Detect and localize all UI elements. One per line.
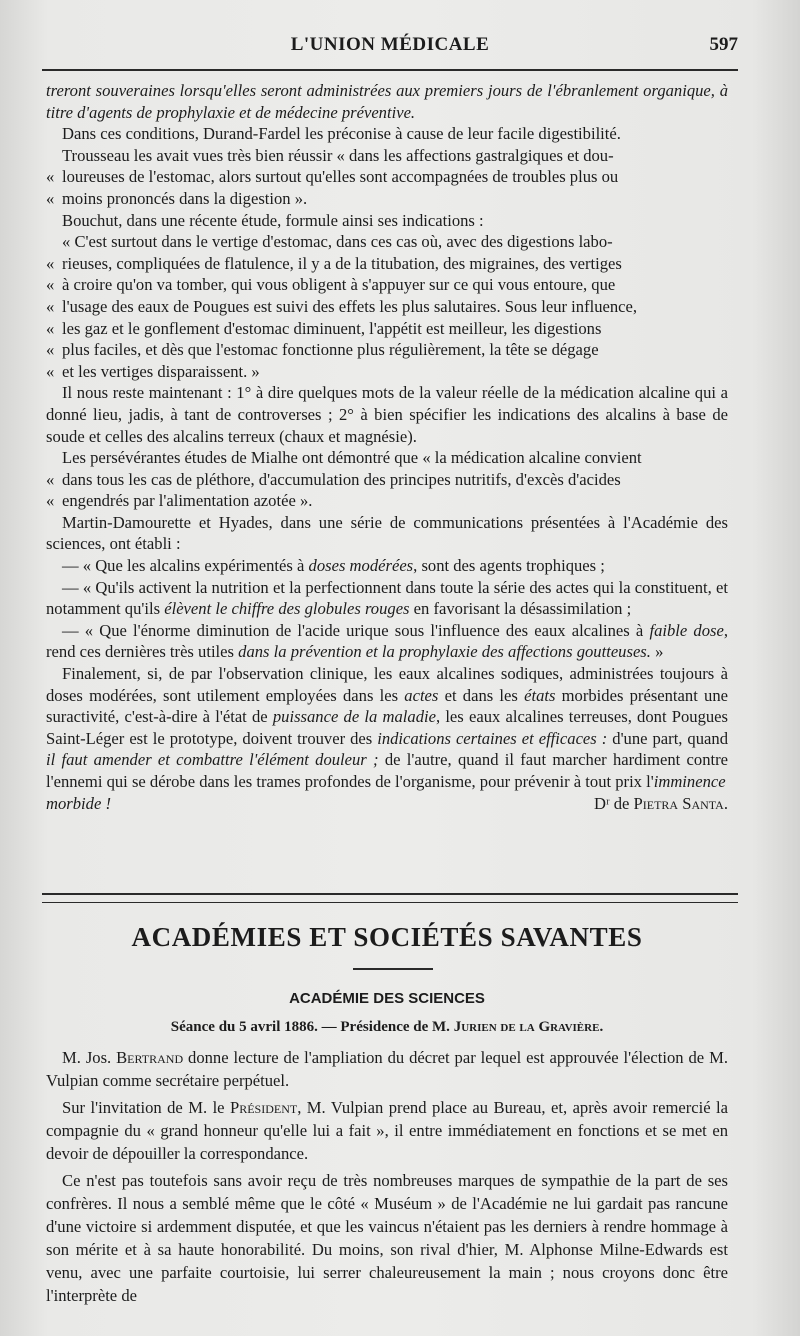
minutes-paragraph: Ce n'est pas toutefois sans avoir reçu de très nombreuses marques de sympathie de la part de ses confrères. Il nous a semblé même que le côté « Muséum » de l'Académie ne lui gardait pas rancune d'une victoire si ardemment disputée, et que les vaincus n'étaient pas les derniers à rendre hommage à son mérite et à sa haute honorabilité. Du moins, son rival d'hier, M. Alphonse Milne-Edwards est venu, avec une parfaite courtoisie, lui serrer chaleureusement la main ; nous croyons donc être l'interprète de — [46, 1171, 728, 1305]
paragraph-martin-damourette: Martin-Damourette et Hyades, dans une série de communications présentées à l'Académie des sciences, ont établi : — [46, 512, 728, 554]
quote-line: « l'usage des eaux de Pougues est suivi des effets les plus salutaires. Sous leur influence, — [46, 296, 638, 316]
closing-word: morbide ! — [46, 793, 111, 813]
title-underline — [353, 968, 433, 970]
minutes-paragraph: M. Jos. Bertrand donne lecture de l'ampliation du décret par lequel est approuvée l'élection de M. Vulpian comme secrétaire perpétuel. — [46, 1048, 728, 1090]
quote-line: « engendrés par l'alimentation azotée ». — [46, 491, 313, 511]
quote-text: plus faciles, et dès que l'estomac fonctionne plus régulièrement, la tête se dégage — [62, 340, 599, 360]
quote-line: « et les vertiges disparaissent. » — [46, 361, 260, 381]
quote-line: « plus faciles, et dès que l'estomac fonctionne plus régulièrement, la tête se dégage — [46, 340, 599, 360]
section-divider — [42, 893, 738, 903]
paragraph-durand-fardel: Dans ces conditions, Durand-Fardel les préconise à cause de leur facile digestibilité. — [62, 124, 621, 144]
finding-uric-acid: — « Que l'énorme diminution de l'acide urique sous l'influence des eaux alcalines à faible dose, rend ces dernières très utiles dans la prévention et la prophylaxie des affections goutteuses. » — [46, 620, 729, 662]
finding-trophic: — « Que les alcalins expérimentés à doses modérées, sont des agents trophiques ; — [62, 556, 605, 576]
session-minutes — [46, 1046, 728, 1311]
paragraph-mialhe: Les persévérantes études de Mialhe ont démontré que « la médication alcaline convient — [62, 448, 642, 468]
section-title: ACADÉMIES ET SOCIÉTÉS SAVANTES — [131, 922, 643, 952]
quote-line: « loureuses de l'estomac, alors surtout qu'elles sont accompagnées de troubles plus ou — [46, 167, 619, 187]
finding-nutrition: — « Qu'ils activent la nutrition et la perfectionnent dans toute la série des actes qui la constituent, et notamment qu'ils élèvent le chiffre des globules rouges en favorisant la désassimilation ; — [46, 577, 728, 619]
paragraph-trousseau-line: Trousseau les avait vues très bien réussir « dans les affections gastralgiques et dou- — [62, 145, 614, 165]
paragraph-bouchut: Bouchut, dans une récente étude, formule ainsi ses indications : — [62, 210, 484, 230]
header-rule — [42, 69, 738, 71]
page-header — [42, 30, 738, 64]
session-line: Séance du 5 avril 1886. — Présidence de M. Jurien de la Gravière. — [170, 1019, 604, 1035]
paragraph-conclusion: Finalement, si, de par l'observation clinique, les eaux alcalines sodiques, administrées toujours à doses modérées, sont utilement employées dans les actes et dans les états morbides présentant une suractivité, c'est-à-dire à l'état de puissance de la maladie, les eaux alcalines terreuses, dont Pougues Saint-Léger est le prototype, doivent trouver des indications certaines et efficaces : d'une part, quand il faut amender et combattre l'élément douleur ; de l'autre, quand il faut marcher hardiment contre l'ennemi qui se dérobe dans les trames profondes de l'organisme, pour prévenir à tout prix l'imminence — [46, 664, 729, 791]
quote-text: loureuses de l'estomac, alors surtout qu'elles sont accompagnées de troubles plus ou — [62, 167, 619, 187]
quote-line: « dans tous les cas de pléthore, d'accumulation des principes nutritifs, d'excès d'acides — [46, 469, 621, 489]
paragraph-lead: treront souveraines lorsqu'elles seront administrées aux premiers jours de l'ébranlement organique, à titre d'agents de prophylaxie et de médecine préventive. — [46, 81, 728, 122]
minutes-paragraph: Sur l'invitation de M. le Président, M. Vulpian prend place au Bureau, et, après avoir remercié la compagnie du « grand honneur qu'elle lui a fait », il entre immédiatement en fonctions et se met en devoir de dépouiller la correspondance. — [46, 1098, 728, 1163]
subsection-title: ACADÉMIE DES SCIENCES — [289, 990, 485, 1007]
paragraph-remaining: Il nous reste maintenant : 1° à dire quelques mots de la valeur réelle de la médication alcaline qui a donné lieu, jadis, à tant de controverses ; 2° à bien spécifier les indications des alcalins à base de soude et celles des alcalins terreux (chaux et magnésie). — [46, 383, 728, 446]
quote-text: moins prononcés dans la digestion ». — [62, 188, 308, 208]
author-signature: Dʳ de Pietra Santa. — [593, 793, 728, 813]
quote-text: les gaz et le gonflement d'estomac diminuent, l'appétit est meilleur, les digestions — [62, 318, 602, 338]
quote-text: rieuses, compliquées de flatulence, il y a de la titubation, des migraines, des vertiges — [62, 253, 622, 273]
quote-text: engendrés par l'alimentation azotée ». — [62, 491, 313, 511]
quote-line: « moins prononcés dans la digestion ». — [46, 188, 308, 208]
quote-text: et les vertiges disparaissent. » — [62, 361, 260, 381]
quote-bouchut-first: « C'est surtout dans le vertige d'estomac, dans ces cas où, avec des digestions labo- — [62, 232, 613, 252]
quote-text: l'usage des eaux de Pougues est suivi des effets les plus salutaires. Sous leur influence, — [62, 296, 638, 316]
quote-text: à croire qu'on va tomber, qui vous obligent à s'appuyer sur ce qui vous entoure, que — [62, 275, 616, 295]
quote-line: « les gaz et le gonflement d'estomac diminuent, l'appétit est meilleur, les digestions — [46, 318, 602, 338]
quote-line: « rieuses, compliquées de flatulence, il y a de la titubation, des migraines, des vertiges — [46, 253, 622, 273]
article-conclusion — [46, 80, 728, 814]
running-title: L'UNION MÉDICALE — [290, 34, 490, 55]
quote-text: dans tous les cas de pléthore, d'accumulation des principes nutritifs, d'excès d'acides — [62, 469, 621, 489]
signature-line — [46, 793, 728, 815]
quote-line: « à croire qu'on va tomber, qui vous obligent à s'appuyer sur ce qui vous entoure, que — [46, 275, 616, 295]
page-number: 597 — [709, 34, 738, 55]
